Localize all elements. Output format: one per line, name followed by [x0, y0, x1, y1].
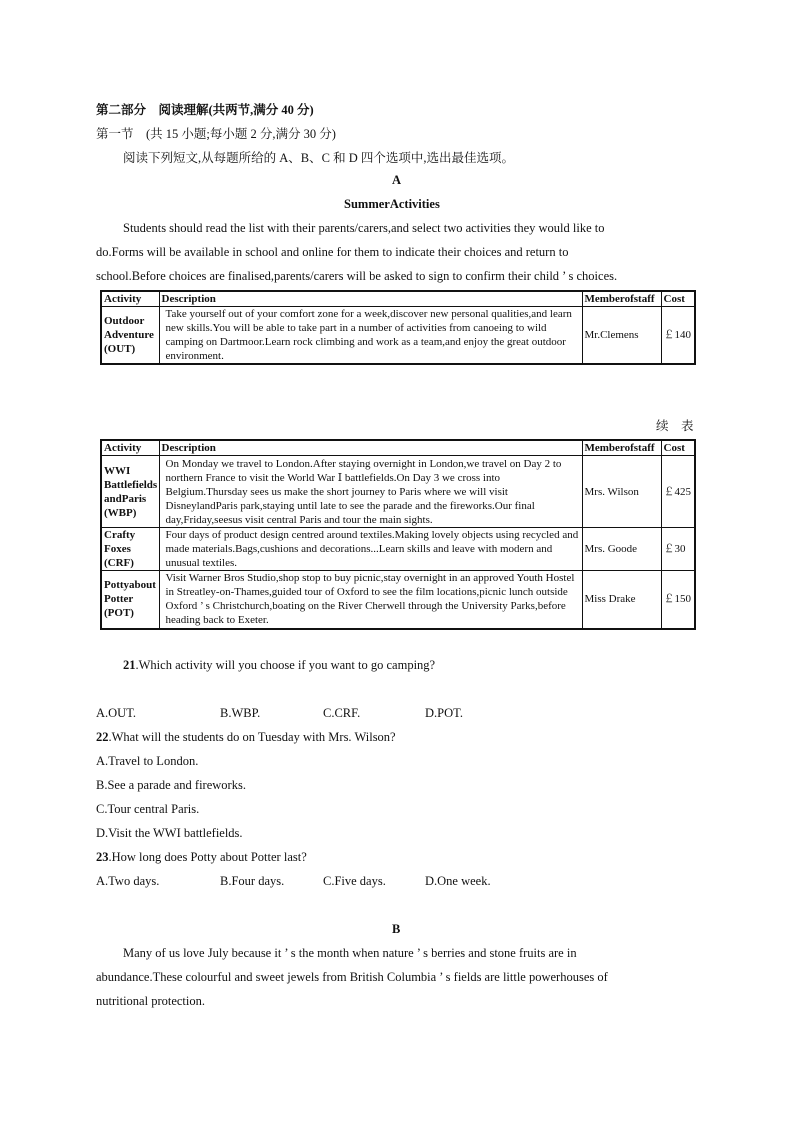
- passage-a-intro-line: Students should read the list with their parents/carers,and select two activities they would like to: [123, 221, 605, 235]
- table-row: [101, 571, 695, 629]
- question-21-options: [0, 706, 794, 724]
- question-number: 22: [96, 730, 109, 744]
- part-heading: 第二部分 阅读理解(共两节,满分 40 分): [96, 103, 314, 117]
- option-a[interactable]: A.Travel to London.: [96, 754, 199, 768]
- question-23: [96, 850, 307, 865]
- table-row: [101, 307, 695, 365]
- activity-name: Outdoor Adventure (OUT): [101, 307, 159, 365]
- option-b[interactable]: B.Four days.: [220, 874, 285, 888]
- activity-description: On Monday we travel to London.After staying overnight in London,we travel on Day 2 to northern France to visit the World War Ⅰ battlefields.On Day 3 we cross into Belgium.Thursday sees us make the short journey to Paris where we will visit DisneylandParis park,staying until late to see the parade and the fireworks.Our final day,Friday,seesus visit central Paris and tour the main sights.: [159, 456, 582, 528]
- table-header-row: [101, 440, 695, 456]
- passage-a-title: SummerActivities: [344, 197, 440, 211]
- header-activity: Activity: [101, 440, 159, 456]
- option-c[interactable]: C.Tour central Paris.: [96, 802, 200, 816]
- passage-a-intro-line: do.Forms will be available in school and online for them to indicate their choices and return to: [96, 245, 569, 259]
- question-21: [123, 658, 435, 673]
- header-activity: Activity: [101, 291, 159, 307]
- continued-label: 续 表: [656, 419, 694, 433]
- activity-staff: Miss Drake: [582, 571, 661, 629]
- question-text: .What will the students do on Tuesday with Mrs. Wilson?: [108, 730, 396, 744]
- table-header-row: [101, 291, 695, 307]
- header-staff: Memberofstaff: [582, 440, 661, 456]
- activity-staff: Mrs. Wilson: [582, 456, 661, 528]
- header-description: Description: [159, 291, 582, 307]
- activity-staff: Mr.Clemens: [582, 307, 661, 365]
- passage-b-line: Many of us love July because it ’ s the month when nature ’ s berries and stone fruits are in: [123, 946, 577, 960]
- activity-staff: Mrs. Goode: [582, 528, 661, 571]
- option-b[interactable]: B.WBP.: [220, 706, 261, 720]
- activity-cost: ￡30: [661, 528, 695, 571]
- passage-a-intro-line: school.Before choices are finalised,parents/carers will be asked to sign to confirm their child ’ s choices.: [96, 269, 618, 283]
- option-c[interactable]: C.CRF.: [323, 706, 361, 720]
- activity-cost: ￡140: [661, 307, 695, 365]
- option-d[interactable]: D.One week.: [425, 874, 491, 888]
- table-row: [101, 456, 695, 528]
- activity-cost: ￡425: [661, 456, 695, 528]
- option-d[interactable]: D.Visit the WWI battlefields.: [96, 826, 243, 840]
- question-number: 21: [123, 658, 136, 672]
- activity-name: Crafty Foxes (CRF): [101, 528, 159, 571]
- activity-name: WWI Battlefields andParis (WBP): [101, 456, 159, 528]
- activity-description: Four days of product design centred around textiles.Making lovely objects using recycled and made materials.Bags,cushions and decorations...Learn skills and leave with modern and unusual textiles.: [159, 528, 582, 571]
- activities-table-part-2: [100, 439, 696, 630]
- table-row: [101, 528, 695, 571]
- section-heading: 第一节 (共 15 小题;每小题 2 分,满分 30 分): [96, 127, 336, 141]
- passage-a-letter: A: [392, 173, 402, 187]
- header-staff: Memberofstaff: [582, 291, 661, 307]
- instruction-text: 阅读下列短文,从每题所给的 A、B、C 和 D 四个选项中,选出最佳选项。: [123, 151, 514, 165]
- option-b[interactable]: B.See a parade and fireworks.: [96, 778, 246, 792]
- header-cost: Cost: [661, 440, 695, 456]
- activity-name: Pottyabout Potter (POT): [101, 571, 159, 629]
- passage-b-line: abundance.These colourful and sweet jewels from British Columbia ’ s fields are little powerhouses of: [96, 970, 608, 984]
- activity-cost: ￡150: [661, 571, 695, 629]
- header-description: Description: [159, 440, 582, 456]
- activity-description: Visit Warner Bros Studio,shop stop to buy picnic,stay overnight in an approved Youth Hostel in Streatley-on-Thames,guided tour of Oxford to see the film locations,picnic lunch outside Oxford ’ s Christchurch,boating on the River Cherwell through the University Parks,before heading back to Exeter.: [159, 571, 582, 629]
- question-text: .Which activity will you choose if you want to go camping?: [135, 658, 436, 672]
- question-23-options: [0, 874, 794, 892]
- question-22: [96, 730, 396, 745]
- question-text: .How long does Potty about Potter last?: [108, 850, 307, 864]
- activity-description: Take yourself out of your comfort zone for a week,discover new personal qualities,and learn new skills.You will be able to take part in a number of activities from canoeing to wild camping on Dartmoor.Learn rock climbing and work as a team,and enjoy the great outdoor environment.: [159, 307, 582, 365]
- passage-b-line: nutritional protection.: [96, 994, 206, 1008]
- option-c[interactable]: C.Five days.: [323, 874, 386, 888]
- header-cost: Cost: [661, 291, 695, 307]
- passage-b-letter: B: [392, 922, 401, 936]
- activities-table-part-1: [100, 290, 696, 365]
- option-a[interactable]: A.OUT.: [96, 706, 137, 720]
- option-d[interactable]: D.POT.: [425, 706, 463, 720]
- option-a[interactable]: A.Two days.: [96, 874, 160, 888]
- question-number: 23: [96, 850, 109, 864]
